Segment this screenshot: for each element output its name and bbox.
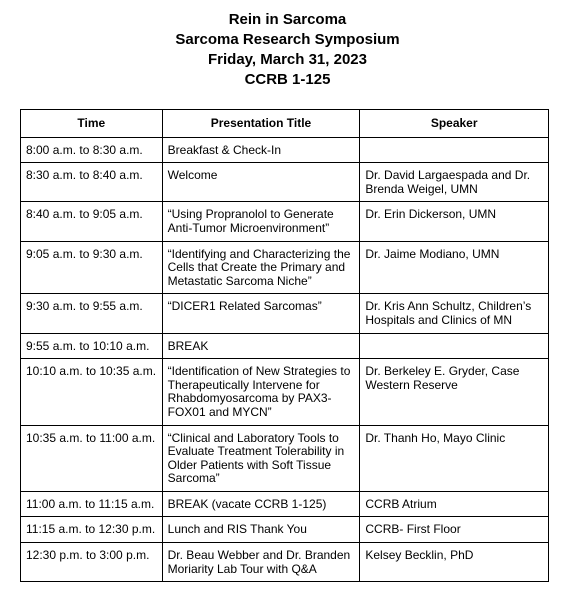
title-cell: Welcome: [162, 163, 360, 202]
time-cell: 9:55 a.m. to 10:10 a.m.: [21, 333, 163, 359]
time-cell: 8:00 a.m. to 8:30 a.m.: [21, 137, 163, 163]
speaker-cell: Dr. David Largaespada and Dr. Brenda Weigel, UMN: [360, 163, 549, 202]
table-row: [21, 543, 549, 582]
event-date: Friday, March 31, 2023: [208, 51, 367, 68]
speaker-cell: Dr. Berkeley E. Gryder, Case Western Reserve: [360, 359, 549, 425]
table-row: [21, 491, 549, 517]
event-location: CCRB 1-125: [244, 71, 331, 88]
time-cell: 11:15 a.m. to 12:30 p.m.: [21, 517, 163, 543]
speaker-cell: [360, 137, 549, 163]
speaker-cell: Dr. Kris Ann Schultz, Children’s Hospitals and Clinics of MN: [360, 294, 549, 333]
column-header-time: Time: [21, 110, 163, 138]
table-row: [21, 163, 549, 202]
table-row: [21, 425, 549, 491]
table-row: [21, 333, 549, 359]
speaker-cell: Dr. Jaime Modiano, UMN: [360, 241, 549, 294]
time-cell: 9:30 a.m. to 9:55 a.m.: [21, 294, 163, 333]
title-cell: Breakfast & Check-In: [162, 137, 360, 163]
table-row: [21, 241, 549, 294]
title-cell: “Identification of New Strategies to Therapeutically Intervene for Rhabdomyosarcoma by PAX3-FOX01 and MYCN”: [162, 359, 360, 425]
speaker-cell: CCRB- First Floor: [360, 517, 549, 543]
time-cell: 8:30 a.m. to 8:40 a.m.: [21, 163, 163, 202]
table-row: [21, 359, 549, 425]
time-cell: 10:35 a.m. to 11:00 a.m.: [21, 425, 163, 491]
table-row: [21, 202, 549, 241]
column-header-title: Presentation Title: [162, 110, 360, 138]
event-name: Rein in Sarcoma: [228, 11, 347, 28]
event-title: Sarcoma Research Symposium: [175, 31, 400, 48]
title-cell: BREAK: [162, 333, 360, 359]
time-cell: 9:05 a.m. to 9:30 a.m.: [21, 241, 163, 294]
table-row: [21, 294, 549, 333]
document-header: [0, 0, 575, 90]
schedule-body: [21, 137, 549, 582]
title-cell: “Using Propranolol to Generate Anti-Tumor Microenvironment”: [162, 202, 360, 241]
title-cell: Lunch and RIS Thank You: [162, 517, 360, 543]
time-cell: 12:30 p.m. to 3:00 p.m.: [21, 543, 163, 582]
title-cell: “DICER1 Related Sarcomas”: [162, 294, 360, 333]
title-cell: Dr. Beau Webber and Dr. Branden Moriarity Lab Tour with Q&A: [162, 543, 360, 582]
speaker-cell: Kelsey Becklin, PhD: [360, 543, 549, 582]
column-header-speaker: Speaker: [360, 110, 549, 138]
time-cell: 11:00 a.m. to 11:15 a.m.: [21, 491, 163, 517]
schedule-table: [20, 109, 549, 582]
table-row: [21, 137, 549, 163]
title-cell: “Identifying and Characterizing the Cells that Create the Primary and Metastatic Sarcoma Niche”: [162, 241, 360, 294]
time-cell: 8:40 a.m. to 9:05 a.m.: [21, 202, 163, 241]
title-cell: “Clinical and Laboratory Tools to Evaluate Treatment Tolerability in Older Patients with Soft Tissue Sarcoma”: [162, 425, 360, 491]
table-row: [21, 517, 549, 543]
speaker-cell: Dr. Thanh Ho, Mayo Clinic: [360, 425, 549, 491]
time-cell: 10:10 a.m. to 10:35 a.m.: [21, 359, 163, 425]
table-header-row: [21, 110, 549, 138]
speaker-cell: Dr. Erin Dickerson, UMN: [360, 202, 549, 241]
speaker-cell: CCRB Atrium: [360, 491, 549, 517]
speaker-cell: [360, 333, 549, 359]
title-cell: BREAK (vacate CCRB 1-125): [162, 491, 360, 517]
